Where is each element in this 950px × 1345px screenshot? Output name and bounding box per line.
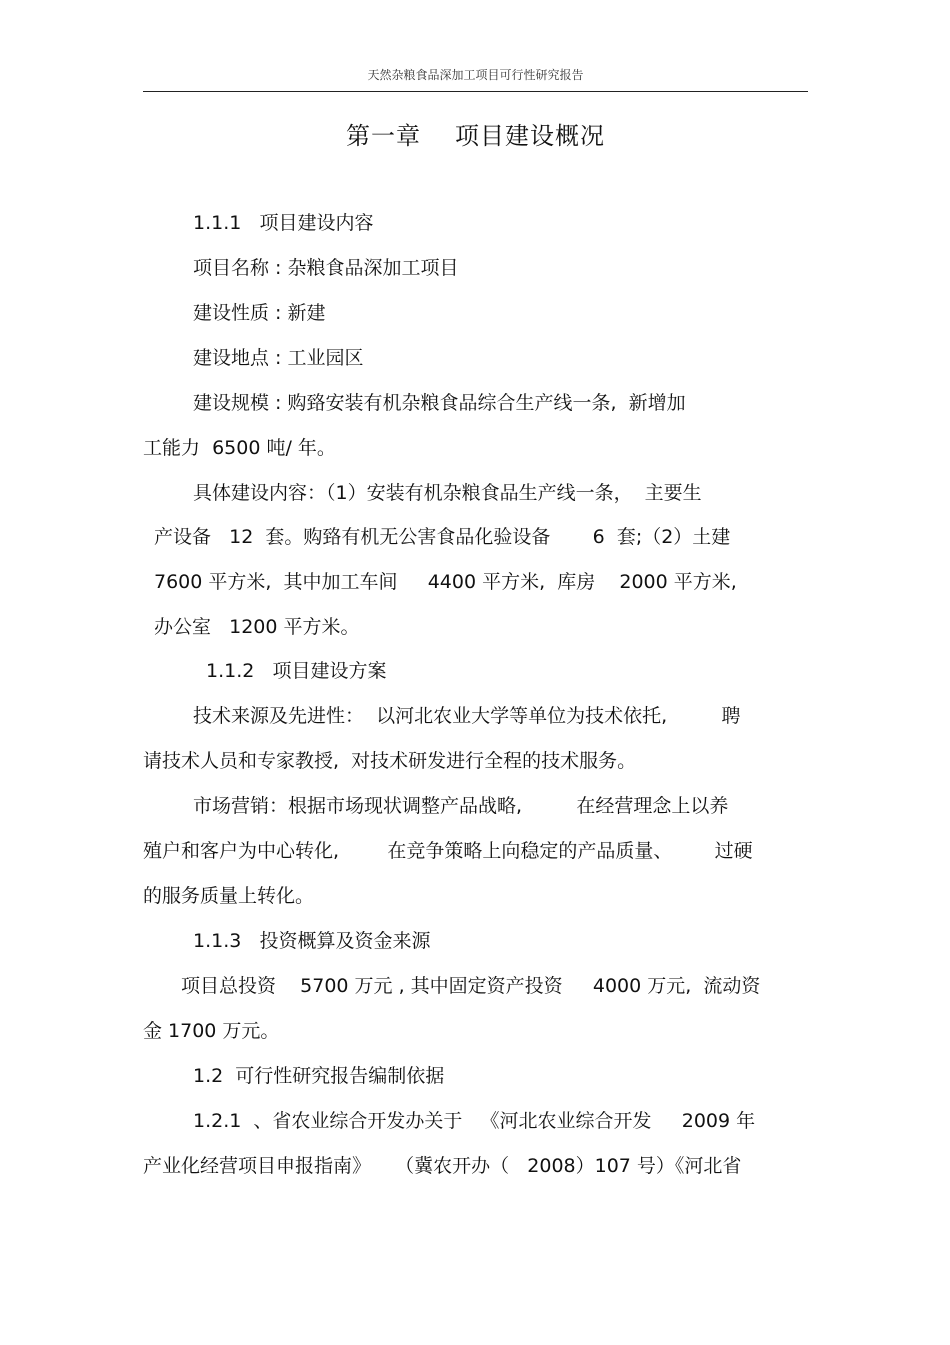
body-line: 殖户和客户为中心转化, 在竞争策略上向稳定的产品质量、 过硬 bbox=[143, 840, 753, 862]
body-line: 市场营销：根据市场现状调整产品战略, 在经营理念上以养 bbox=[193, 795, 729, 817]
section-heading-1-1-1: 1.1.1 项目建设内容 bbox=[193, 212, 374, 234]
body-line: 1.2.1 、省农业综合开发办关于 《河北农业综合开发 2009 年 bbox=[193, 1110, 756, 1132]
body-line: 办公室 1200 平方米。 bbox=[154, 616, 360, 638]
body-line: 金 1700 万元。 bbox=[143, 1020, 280, 1042]
body-line: 建设规模 : 购臵安装有机杂粮食品综合生产线一条, 新增加 bbox=[193, 392, 686, 414]
chapter-title bbox=[143, 116, 808, 151]
section-heading-1-2: 1.2 可行性研究报告编制依据 bbox=[193, 1065, 445, 1087]
body-line: 7600 平方米, 其中加工车间 4400 平方米, 库房 2000 平方米, bbox=[154, 571, 737, 593]
body-line: 项目总投资 5700 万元 , 其中固定资产投资 4000 万元, 流动资 bbox=[181, 975, 761, 997]
section-heading-1-1-2: 1.1.2 项目建设方案 bbox=[206, 660, 387, 682]
body-line: 技术来源及先进性： 以河北农业大学等单位为技术依托, 聘 bbox=[193, 705, 741, 727]
section-heading-1-1-3: 1.1.3 投资概算及资金来源 bbox=[193, 930, 431, 952]
header-divider bbox=[143, 91, 808, 92]
chapter-name: 项目建设概况 bbox=[455, 122, 605, 150]
body-line: 请技术人员和专家教授, 对技术研发进行全程的技术服务。 bbox=[143, 750, 637, 772]
body-line: 建设地点 : 工业园区 bbox=[193, 347, 364, 369]
body-line: 的服务质量上转化。 bbox=[143, 885, 315, 907]
body-line: 产业化经营项目申报指南》 （冀农开办（ 2008）107 号）《河北省 bbox=[143, 1155, 742, 1177]
body-line: 具体建设内容：（1）安装有机杂粮食品生产线一条， 主要生 bbox=[193, 482, 702, 504]
body-line: 工能力 6500 吨/ 年。 bbox=[143, 437, 336, 459]
body-line: 产设备 12 套。购臵有机无公害食品化验设备 6 套;（2）土建 bbox=[154, 526, 731, 548]
body-line: 建设性质 : 新建 bbox=[193, 302, 326, 324]
body-line: 项目名称 : 杂粮食品深加工项目 bbox=[193, 257, 459, 279]
chapter-number: 第一章 bbox=[346, 122, 421, 150]
running-header: 天然杂粮食品深加工项目可行性研究报告 bbox=[367, 68, 584, 82]
